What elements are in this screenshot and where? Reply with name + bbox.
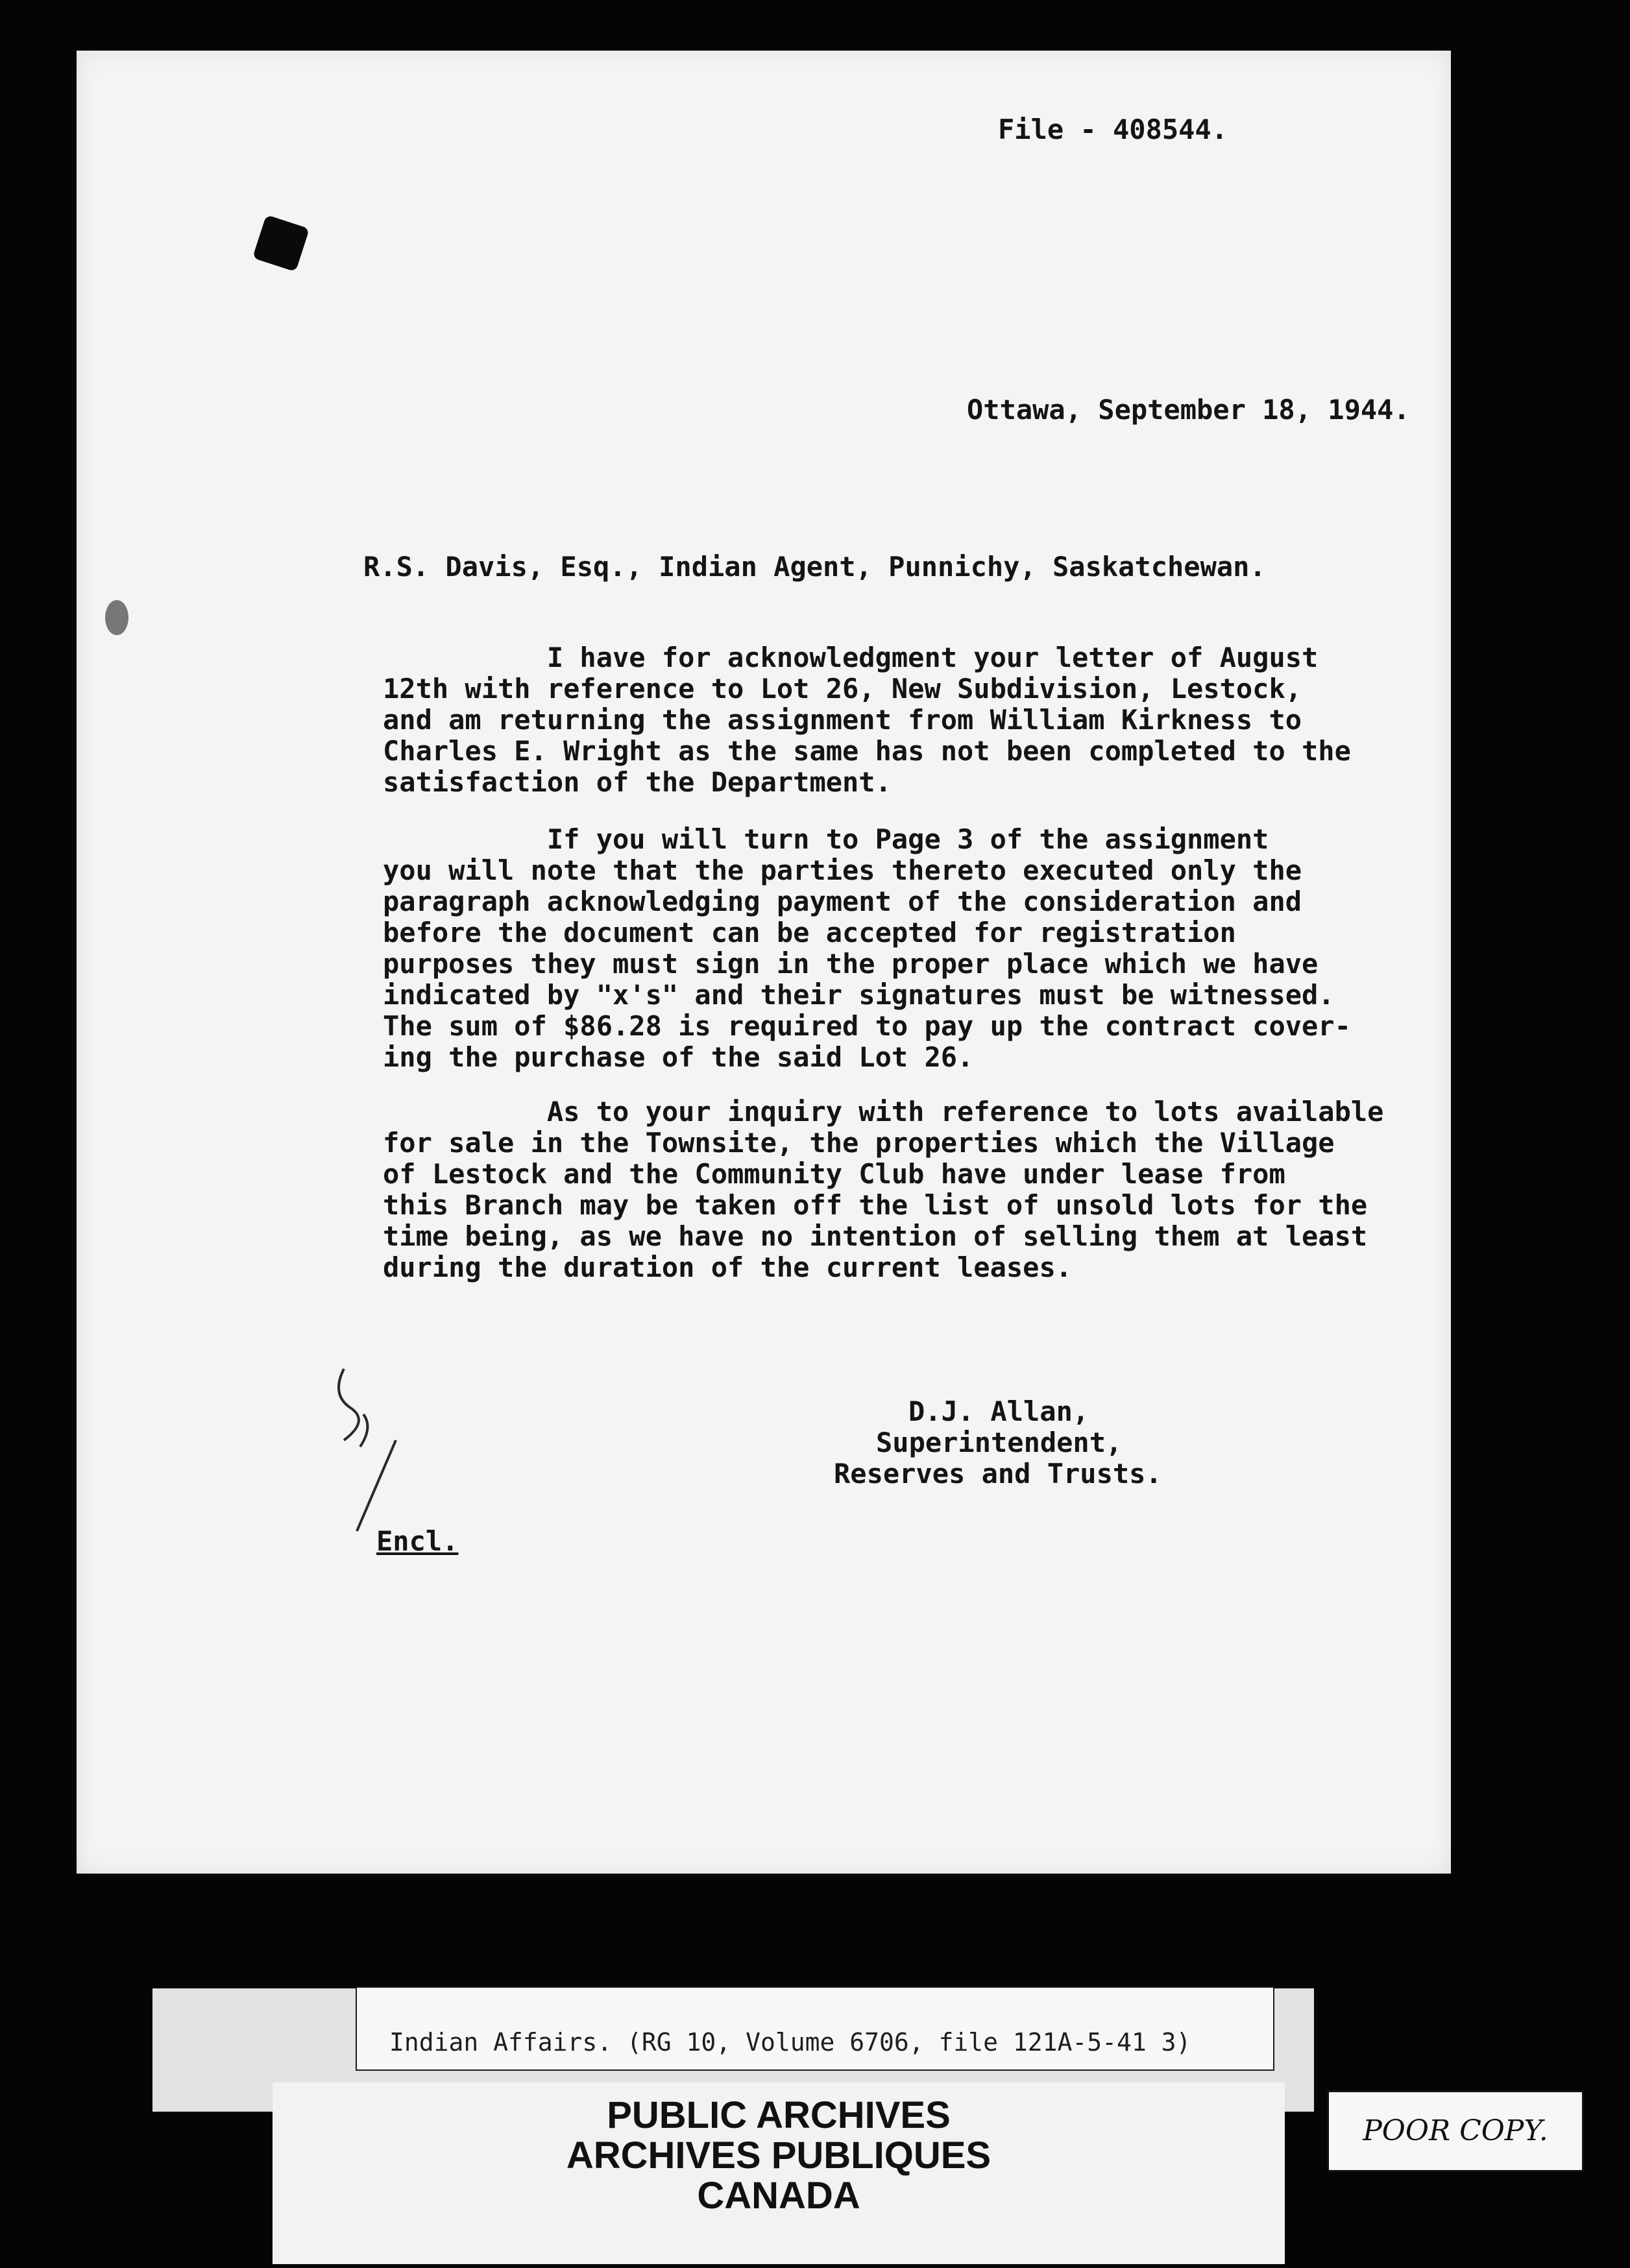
text-line: satisfaction of the Department.	[383, 766, 892, 798]
archive-reference: Indian Affairs. (RG 10, Volume 6706, file 121A-5-41 3)	[389, 2028, 1191, 2057]
signature-name: D.J. Allan,	[908, 1395, 1089, 1427]
punch-hole-mark	[105, 600, 128, 635]
poor-copy-stamp: POOR COPY.	[1327, 2090, 1584, 2172]
archives-line-en: PUBLIC ARCHIVES	[607, 2094, 951, 2136]
archives-block	[273, 2082, 1285, 2264]
text-line: paragraph acknowledging payment of the consideration and	[383, 886, 1302, 917]
text-line: of Lestock and the Community Club have under lease from	[383, 1158, 1285, 1190]
text-line: for sale in the Townsite, the properties which the Village	[383, 1127, 1335, 1159]
archives-line-fr: ARCHIVES PUBLIQUES	[566, 2134, 991, 2177]
signature-title: Superintendent,	[876, 1427, 1123, 1458]
text-line: As to your inquiry with reference to lots available	[383, 1096, 1384, 1128]
date-line: Ottawa, September 18, 1944.	[967, 394, 1410, 426]
text-line: you will note that the parties thereto executed only the	[383, 854, 1302, 886]
addressee: R.S. Davis, Esq., Indian Agent, Punnichy, Saskatchewan.	[363, 551, 1266, 583]
archives-line-country: CANADA	[697, 2175, 860, 2217]
signature-department: Reserves and Trusts.	[834, 1458, 1162, 1490]
text-line: and am returning the assignment from William Kirkness to	[383, 704, 1302, 736]
text-line: indicated by "x's" and their signatures must be witnessed.	[383, 979, 1335, 1011]
text-line: ing the purchase of the said Lot 26.	[383, 1041, 974, 1073]
enclosure-note: Encl.	[376, 1525, 459, 1557]
text-line: If you will turn to Page 3 of the assignment	[383, 823, 1269, 855]
text-line: Charles E. Wright as the same has not been completed to the	[383, 735, 1351, 767]
file-number: File - 408544.	[998, 114, 1228, 145]
text-line: 12th with reference to Lot 26, New Subdivision, Lestock,	[383, 673, 1302, 705]
text-line: this Branch may be taken off the list of unsold lots for the	[383, 1189, 1368, 1221]
text-line: time being, as we have no intention of selling them at least	[383, 1220, 1368, 1252]
text-line: before the document can be accepted for registration	[383, 917, 1236, 948]
text-line: during the duration of the current leases.	[383, 1251, 1073, 1283]
text-line: purposes they must sign in the proper place which we have	[383, 948, 1319, 980]
text-line: The sum of $86.28 is required to pay up the contract cover-	[383, 1010, 1351, 1042]
handwritten-initials-mark	[324, 1356, 409, 1538]
text-line: I have for acknowledgment your letter of August	[383, 642, 1319, 673]
